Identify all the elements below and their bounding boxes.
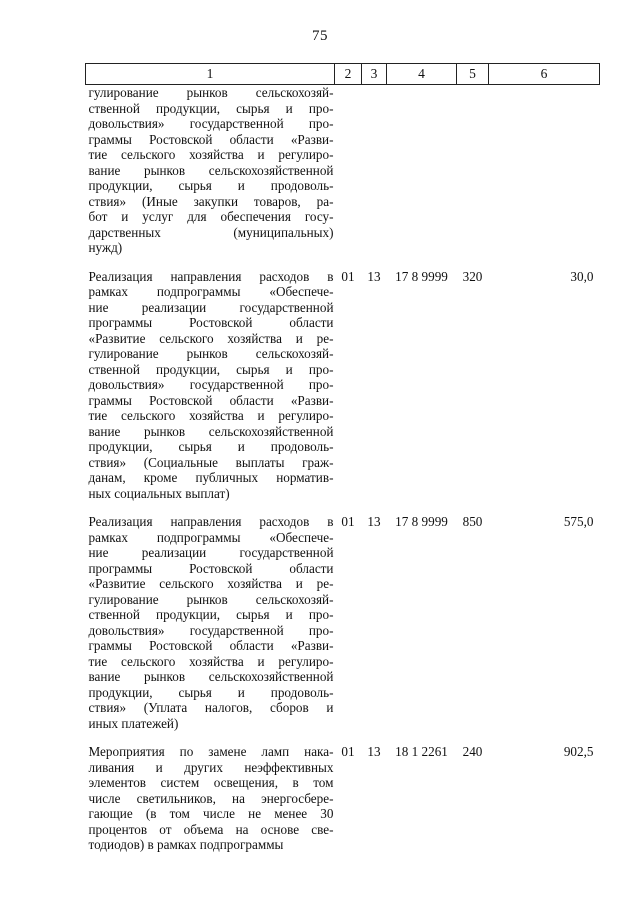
description-line: тие сельского хозяйства и регулиро- — [88, 408, 334, 423]
section-code: 01 — [341, 268, 355, 284]
header-col-1: 1 — [86, 64, 335, 85]
description-line: ливания и других неэффективных — [88, 759, 334, 775]
table-header — [86, 64, 600, 85]
header-col-5: 5 — [457, 64, 489, 85]
description-line: рамках подпрограммы «Обеспече- — [88, 284, 334, 299]
description-line: числе светильников, на энергосбере- — [88, 790, 334, 806]
description-line: ственной продукции, сырья и про- — [88, 100, 334, 116]
description-line: граммы Ростовской области «Разви- — [88, 392, 334, 408]
table-row — [86, 514, 600, 744]
amount — [489, 85, 600, 269]
row-description — [86, 744, 335, 853]
subsection-code: 13 — [367, 744, 381, 759]
description-line: ствия» (Иные закупки товаров, ра- — [88, 193, 334, 209]
description-line: данам, кроме публичных норматив- — [88, 470, 334, 485]
description-line: элементов систем освещения, в том — [88, 775, 334, 790]
description-line: ственной продукции, сырья и про- — [88, 607, 334, 622]
description-line: вание рынков сельскохозяйственной — [88, 423, 334, 439]
description-line: продукции, сырья и продоволь- — [88, 684, 334, 700]
table-row — [86, 269, 600, 515]
description-line: ние реализации государственной — [88, 545, 334, 560]
description-line: ных социальных выплат) — [88, 485, 230, 501]
description-line: продукции, сырья и продоволь- — [88, 178, 334, 193]
row-description — [86, 85, 335, 269]
subsection-code: 13 — [367, 514, 381, 529]
section-code: 01 — [341, 514, 355, 529]
description-line: ственной продукции, сырья и про- — [88, 361, 334, 377]
amount: 575,0 — [563, 514, 594, 529]
row-description — [86, 269, 335, 515]
section-code — [335, 85, 362, 269]
description-line: Реализация направления расходов в — [88, 514, 334, 529]
description-line: граммы Ростовской области «Разви- — [88, 131, 334, 147]
description-line: Мероприятия по замене ламп нака- — [88, 744, 334, 759]
description-line: «Развитие сельского хозяйства и ре- — [88, 330, 334, 346]
budget-table — [85, 63, 600, 853]
description-line: гающие (в том числе не менее 30 — [88, 806, 334, 821]
expense-type-code — [457, 85, 489, 269]
header-col-4: 4 — [387, 64, 457, 85]
description-line: довольствия» государственной про- — [88, 622, 334, 638]
target-article-code: 17 8 9999 — [395, 514, 448, 529]
description-line: дарственных (муниципальных) — [88, 224, 334, 240]
amount: 30,0 — [570, 268, 594, 284]
table-body — [86, 85, 600, 853]
description-line: Реализация направления расходов в — [88, 268, 334, 284]
description-line: тодиодов) в рамках подпрограммы — [88, 837, 284, 852]
target-article-code: 18 1 2261 — [395, 744, 448, 759]
description-line: ние реализации государственной — [88, 299, 334, 315]
description-line: процентов от объема на основе све- — [88, 821, 334, 837]
target-article-code — [387, 85, 457, 269]
description-line: иных платежей) — [88, 715, 179, 731]
description-line: программы Ростовской области — [88, 315, 334, 330]
description-line: нужд) — [88, 240, 123, 255]
description-line: вание рынков сельскохозяйственной — [88, 162, 334, 178]
description-line: довольствия» государственной про- — [88, 377, 334, 392]
target-article-code: 17 8 9999 — [395, 268, 448, 284]
table-row — [86, 744, 600, 853]
description-line: тие сельского хозяйства и регулиро- — [88, 147, 334, 162]
description-line: вание рынков сельскохозяйственной — [88, 669, 334, 684]
table-row — [86, 85, 600, 269]
description-line: ствия» (Уплата налогов, сборов и — [88, 700, 334, 715]
description-line: программы Ростовской области — [88, 560, 334, 576]
description-line: довольствия» государственной про- — [88, 116, 334, 131]
description-line: ствия» (Социальные выплаты граж- — [88, 454, 334, 470]
expense-type-code: 850 — [462, 514, 483, 529]
description-line: рамках подпрограммы «Обеспече- — [88, 529, 334, 545]
description-line: гулирование рынков сельскохозяй- — [88, 85, 334, 100]
header-col-2: 2 — [335, 64, 362, 85]
description-line: гулирование рынков сельскохозяй- — [88, 591, 334, 607]
description-line: бот и услуг для обеспечения госу- — [88, 209, 334, 224]
row-description — [86, 514, 335, 744]
section-code: 01 — [341, 744, 355, 759]
expense-type-code: 320 — [462, 268, 483, 284]
amount: 902,5 — [563, 744, 594, 759]
expense-type-code: 240 — [462, 744, 483, 759]
subsection-code — [362, 85, 387, 269]
header-row — [86, 64, 600, 85]
header-col-3: 3 — [362, 64, 387, 85]
header-col-6: 6 — [489, 64, 600, 85]
description-line: «Развитие сельского хозяйства и ре- — [88, 576, 334, 591]
page-number: 75 — [312, 28, 328, 44]
description-line: тие сельского хозяйства и регулиро- — [88, 653, 334, 669]
subsection-code: 13 — [367, 268, 381, 284]
description-line: продукции, сырья и продоволь- — [88, 439, 334, 454]
description-line: гулирование рынков сельскохозяй- — [88, 346, 334, 361]
description-line: граммы Ростовской области «Разви- — [88, 638, 334, 653]
